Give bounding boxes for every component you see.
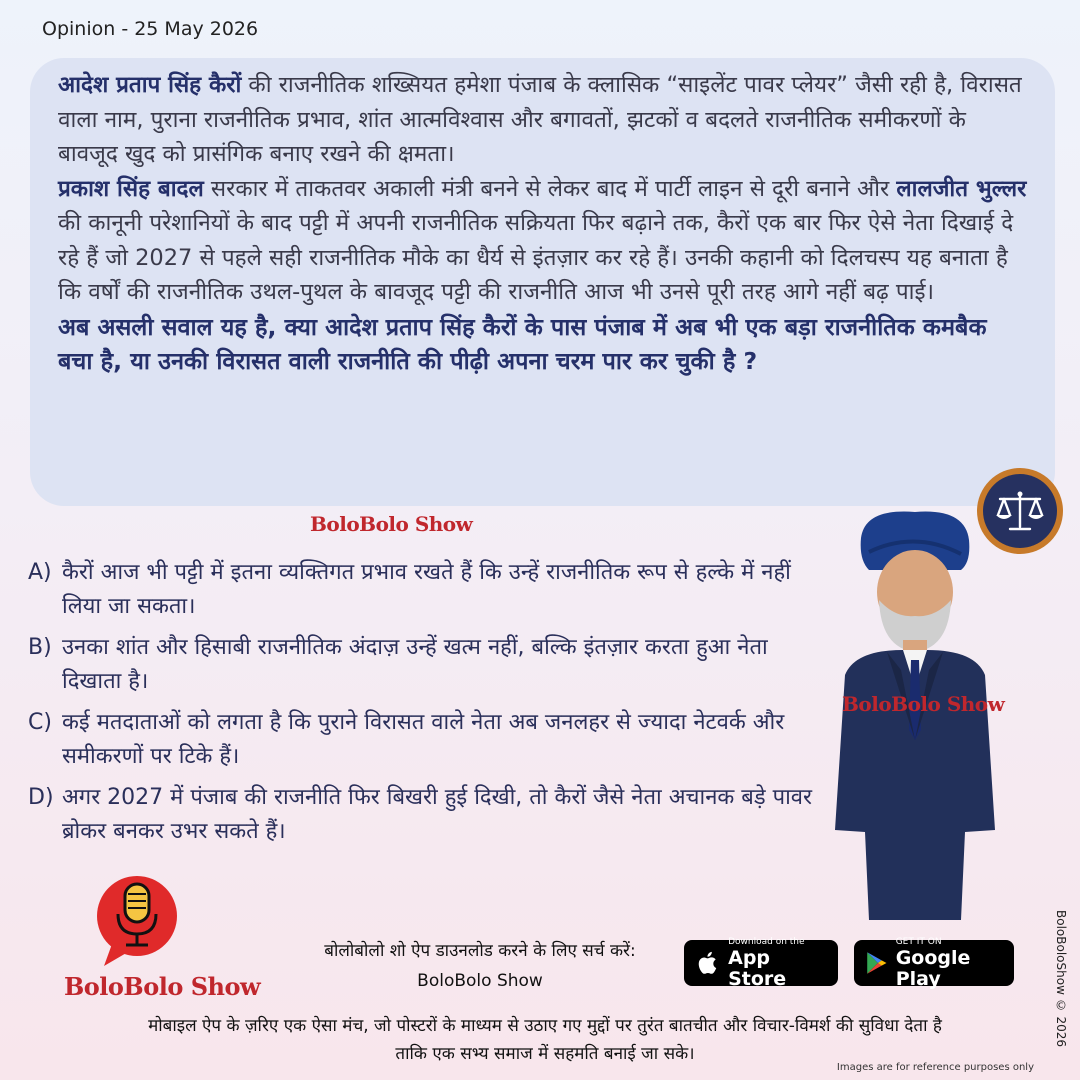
google-play-button[interactable] (854, 936, 1014, 990)
article-text: की कानूनी परेशानियों के बाद पट्टी में अपनी राजनीतिक सक्रियता फिर बढ़ाने तक, कैरों एक बार फिर ऐसे नेता दिखाई दे रहे हैं जो 2027 से पहले सही राजनीतिक मौके का धैर्य से इंतज़ार कर रहे हैं। उनकी कहानी को दिलचस्प यह बनाता है कि वर्षों की राजनीतिक उथल-पुथल के बावजूद पट्टी की राजनीति आज भी उनसे पूरी तरह आगे नहीं बढ़ पाई। (58, 210, 1014, 305)
footer-line: मोबाइल ऐप के ज़रिए एक ऐसा मंच, जो पोस्टरों के माध्यम से उठाए गए मुद्दों पर तुरंत बातचीत और विचार-विमर्श की सुविधा देता है (148, 1016, 942, 1036)
article-paragraph-2 (58, 172, 1027, 310)
googleplay-small-label: GET IT ON (895, 936, 942, 947)
option-key: A) (28, 560, 52, 585)
option-c[interactable] (28, 706, 818, 774)
copyright-text: BoloBoloShow © 2026 (1054, 910, 1068, 1048)
googleplay-label: Google Play (895, 946, 971, 990)
logo-text: BoloBolo Show (64, 972, 261, 1001)
disclaimer-text: Images are for reference purposes only (836, 1062, 1034, 1073)
option-text: कई मतदाताओं को लगता है कि पुराने विरासत वाले नेता अब जनलहर से ज्यादा नेटवर्क और समीकरणों पर टिके हैं। (62, 710, 785, 769)
article-text: की राजनीतिक शख्सियत हमेशा पंजाब के क्लासिक “साइलेंट पावर प्लेयर” जैसी रही है, विरासत वाला नाम, पुराना राजनीतिक प्रभाव, शांत आत्मविश्वास और बगावतों, झटकों व बदलते राजनीतिक समीकरणों के बावजूद खुद को प्रासंगिक बनाए रखने की क्षमता। (58, 72, 1022, 167)
article-text: सरकार में ताकतवर अकाली मंत्री बनने से लेकर बाद में पार्टी लाइन से दूरी बनाने और (203, 175, 897, 202)
appstore-small-label: Download on the (728, 936, 805, 947)
google-play-icon (864, 948, 890, 978)
option-b[interactable] (28, 631, 818, 699)
appstore-label: App Store (728, 946, 787, 990)
answer-options (28, 556, 818, 856)
option-d[interactable] (28, 781, 818, 849)
highlight-name: लालजीत भुल्लर (896, 175, 1027, 202)
option-key: C) (28, 710, 52, 735)
app-name-text: BoloBolo Show (417, 971, 543, 991)
highlight-name: आदेश प्रताप सिंह कैरों (58, 72, 242, 98)
option-text: कैरों आज भी पट्टी में इतना व्यक्तिगत प्रभाव रखते हैं कि उन्हें राजनीतिक रूप से हल्के में नहीं लिया जा सकता। (62, 560, 791, 619)
app-store-button[interactable] (684, 936, 838, 990)
footer-description (40, 1012, 1050, 1068)
app-search-prompt (250, 936, 710, 996)
option-key: D) (28, 785, 54, 810)
apple-icon (694, 948, 722, 978)
microphone-icon (92, 874, 182, 972)
watermark-text: BoloBolo Show (842, 692, 1005, 716)
option-text: अगर 2027 में पंजाब की राजनीति फिर बिखरी हुई दिखी, तो कैरों जैसे नेता अचानक बड़े पावर ब्रोकर बनकर उभर सकते हैं। (62, 785, 813, 844)
footer-line: ताकि एक सभ्य समाज में सहमति बनाई जा सके। (395, 1044, 695, 1064)
article-question: अब असली सवाल यह है, क्या आदेश प्रताप सिंह कैरों के पास पंजाब में अब भी एक बड़ा राजनीतिक कमबैक बचा है, या उनकी विरासत वाली राजनीति की पीढ़ी अपना चरम पार कर चुकी है ? (58, 312, 987, 375)
watermark-text: BoloBolo Show (310, 512, 473, 536)
option-a[interactable] (28, 556, 818, 624)
header-date: Opinion - 25 May 2026 (42, 18, 259, 40)
option-text: उनका शांत और हिसाबी राजनीतिक अंदाज़ उन्हें खत्म नहीं, बल्कि इंतज़ार करता हुआ नेता दिखाता है। (62, 635, 768, 694)
app-search-text: बोलोबोलो शो ऐप डाउनलोड करने के लिए सर्च करें: (324, 941, 636, 961)
option-key: B) (28, 635, 52, 660)
article-box (30, 58, 1055, 506)
highlight-name: प्रकाश सिंह बादल (58, 175, 204, 202)
article-paragraph-1 (58, 68, 1027, 172)
